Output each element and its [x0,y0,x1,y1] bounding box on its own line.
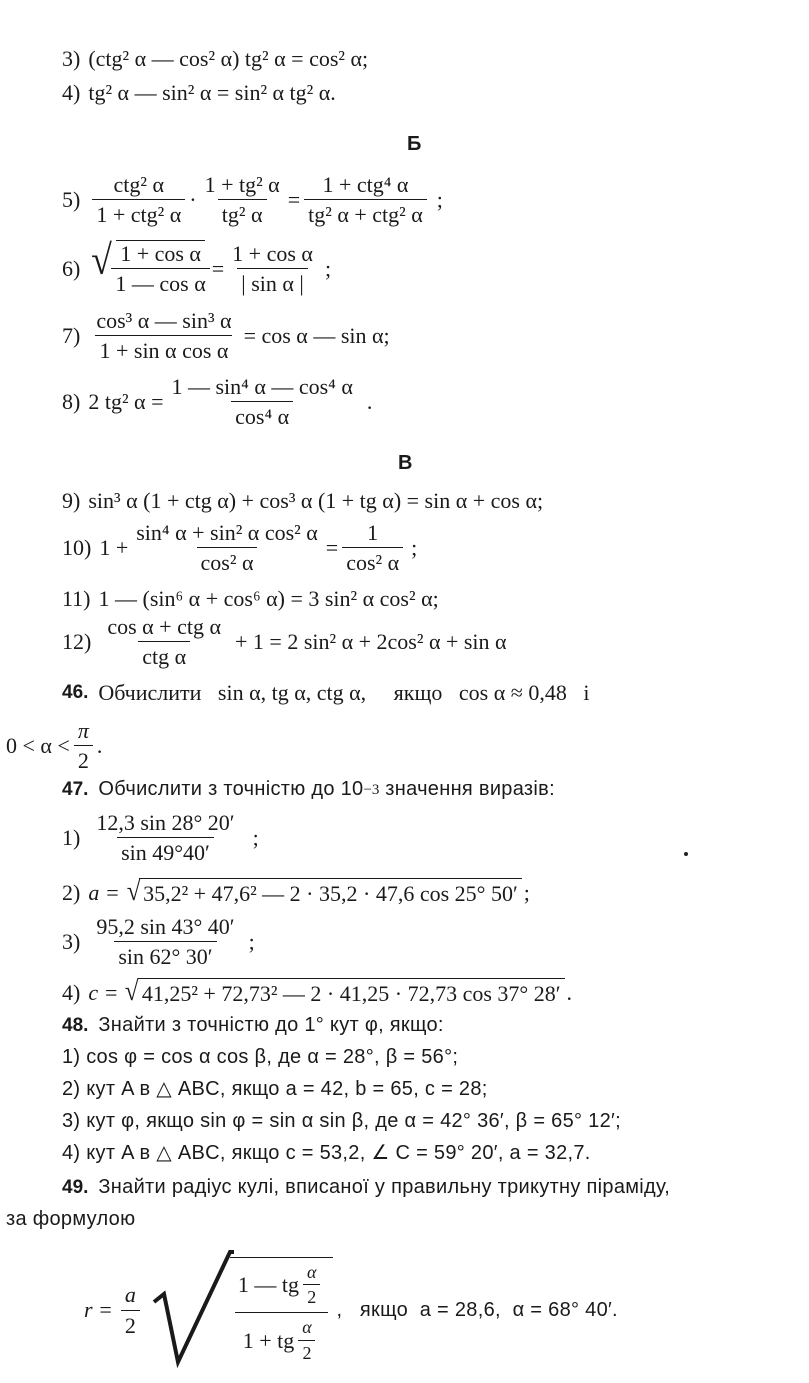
numerator: 1 + tg² α [204,172,280,197]
problem-number: 46. [62,681,89,703]
item-number: 10) [62,535,92,561]
fraction [342,520,403,576]
numerator: cos³ α — sin³ α [96,308,232,333]
item-number: 6) [62,255,81,281]
item-number: 9) [62,488,81,513]
problem-48-line-2: 2) кут A в △ ABC, якщо a = 42, b = 65, c = 28; [62,1078,488,1100]
square-root [124,978,564,1006]
left-hand-side: r = [84,1297,113,1323]
problem-46 [62,680,589,705]
identity-6 [62,240,331,297]
item-number: 12) [62,629,92,655]
denominator: 2 [74,745,93,773]
problem-49-line-2: за формулою [6,1208,136,1230]
item-number: 4) [62,979,81,1005]
denominator: 2 [303,1284,320,1308]
big-radical-sign [150,1250,234,1370]
left-hand-side: a = [88,879,120,905]
print-speck [684,852,688,856]
item-number: 5) [62,187,81,213]
radical-sign: √ [91,238,113,284]
expression-47-2 [62,878,530,906]
problem-text: значення виразів: [379,778,555,800]
operator: = [287,187,301,213]
problem-text: Знайти радіус кулі, вписаної у правильну трикутну піраміду, [98,1176,671,1198]
half-angle-fraction [298,1317,315,1363]
identity-10 [62,520,417,576]
denominator: cos⁴ α [231,401,293,429]
denominator: 1 — cos α [111,268,209,296]
radical-sign: √ [125,976,140,1007]
denominator: 1 + ctg² α [92,199,185,227]
denominator: 1 + sin α cos α [95,335,232,363]
fraction [304,172,427,228]
item-number: 3) [62,46,81,71]
left-hand-side: c = [88,979,119,1005]
item-number: 1) [62,825,81,851]
fraction [92,172,185,228]
numerator: 1 [367,520,379,545]
fraction [111,240,209,297]
denominator: sin 49°40′ [117,837,214,865]
section-v-heading: В [398,452,413,474]
numerator-text: 1 — tg [237,1272,300,1298]
problem-49 [62,1176,670,1199]
problem-text: Знайти з точністю до 1° кут φ, якщо: [98,1014,444,1036]
denominator: 2 [298,1340,315,1364]
radius-formula [84,1250,618,1370]
punctuation: . [366,389,373,415]
denominator: cos² α [197,547,258,575]
identity-9 [62,488,543,513]
problem-number: 47. [62,778,89,800]
denominator [235,1312,328,1363]
fraction [92,308,235,364]
item-number: 4) [62,80,81,105]
item-number: 3) [62,929,81,955]
problem-48-line-4: 4) кут A в △ ABC, якщо c = 53,2, ∠ C = 59° 20′, a = 32,7. [62,1142,591,1164]
formula: sin³ α (1 + ctg α) + cos³ α (1 + tg α) = sin α + cos α; [88,488,544,513]
numerator: 1 + cos α [232,240,313,266]
radicand: 35,2² + 47,6² — 2 · 35,2 · 47,6 cos 25° 50′ [139,878,522,906]
punctuation: ; [523,879,530,905]
numerator: 1 + cos α [116,240,205,268]
numerator: 1 + ctg⁴ α [322,172,409,197]
numerator: ctg² α [113,172,165,197]
identity-5 [62,172,443,228]
numerator: sin⁴ α + sin² α cos² α [136,520,318,545]
item-number: 8) [62,389,81,415]
fraction [121,1282,140,1338]
numerator [230,1262,333,1312]
expression-47-1 [62,810,259,866]
square-root [126,878,522,906]
fraction [228,241,317,297]
formula: (ctg² α — cos² α) tg² α = cos² α; [88,46,369,71]
operator: = [325,535,339,561]
denominator: sin 62° 30′ [114,941,216,969]
punctuation: ; [248,929,255,955]
problem-text: Обчислити sin α, tg α, ctg α, якщо cos α ≈ 0,48 і [98,680,590,705]
condition-text: , якщо a = 28,6, α = 68° 40′. [336,1298,618,1321]
square-root [90,240,209,297]
fraction [201,172,284,228]
denominator: | sin α | [237,268,308,296]
left-hand-side: 1 + [99,535,129,561]
denominator: cos² α [342,547,403,575]
numerator: a [124,1282,136,1308]
denominator: tg² α [218,199,267,227]
item-number: 11) [62,586,91,611]
fraction [92,914,238,970]
numerator: α [307,1261,317,1282]
expression-47-3 [62,914,255,970]
numerator: 1 — sin⁴ α — cos⁴ α [171,374,353,399]
punctuation: ; [252,825,259,851]
problem-48 [62,1014,444,1037]
denominator: ctg α [138,641,190,669]
fraction [74,718,93,774]
radicand-fraction [230,1257,333,1364]
punctuation: . [566,979,573,1005]
numerator: 95,2 sin 43° 40′ [96,914,235,939]
numerator: π [77,718,89,743]
problem-number: 48. [62,1014,89,1036]
radicand: 41,25² + 72,73² — 2 · 41,25 · 72,73 cos 37° 28′ [138,978,565,1006]
denominator: tg² α + ctg² α [304,199,427,227]
identity-4 [62,80,336,105]
denominator-text: 1 + tg [242,1327,295,1353]
inequality: 0 < α < [6,733,70,759]
fraction [92,810,238,866]
problem-text: Обчислити з точністю до 10 [98,778,364,800]
half-angle-fraction [303,1262,320,1308]
punctuation: ; [436,187,443,213]
punctuation: . [96,733,103,759]
item-number: 7) [62,323,81,349]
numerator: α [302,1317,312,1337]
punctuation: ; [411,535,418,561]
fraction [132,520,322,576]
problem-46-condition [6,718,102,774]
right-hand-side: + 1 = 2 sin² α + 2cos² α + sin α [235,629,507,655]
left-hand-side: 2 tg² α = [88,389,164,415]
item-number: 2) [62,879,81,905]
problem-48-line-1: 1) cos φ = cos α cos β, де α = 28°, β = 56°; [62,1046,459,1068]
numerator: cos α + ctg α [107,614,221,639]
identity-7 [62,308,390,364]
identity-11 [62,586,439,611]
formula: tg² α — sin² α = sin² α tg² α. [88,80,336,105]
punctuation: ; [324,255,332,281]
identity-12 [62,614,507,670]
identity-3 [62,46,368,71]
formula: 1 — (sin⁶ α + cos⁶ α) = 3 sin² α cos² α; [98,586,439,611]
fraction [167,374,356,430]
operator: = [211,255,225,281]
denominator: 2 [121,1310,140,1338]
problem-number: 49. [62,1176,89,1198]
operator: · [189,187,197,213]
right-hand-side: = cos α — sin α; [243,323,390,349]
identity-8 [62,374,372,430]
radical-sign: √ [126,876,141,907]
problem-48-line-3: 3) кут φ, якщо sin φ = sin α sin β, де α = 42° 36′, β = 65° 12′; [62,1110,621,1132]
expression-47-4 [62,978,572,1006]
section-b-heading: Б [407,133,422,155]
problem-47: 47. Обчислити з точністю до 10 −3 значення виразів: [62,778,555,800]
numerator: 12,3 sin 28° 20′ [96,810,235,835]
fraction [103,614,225,670]
